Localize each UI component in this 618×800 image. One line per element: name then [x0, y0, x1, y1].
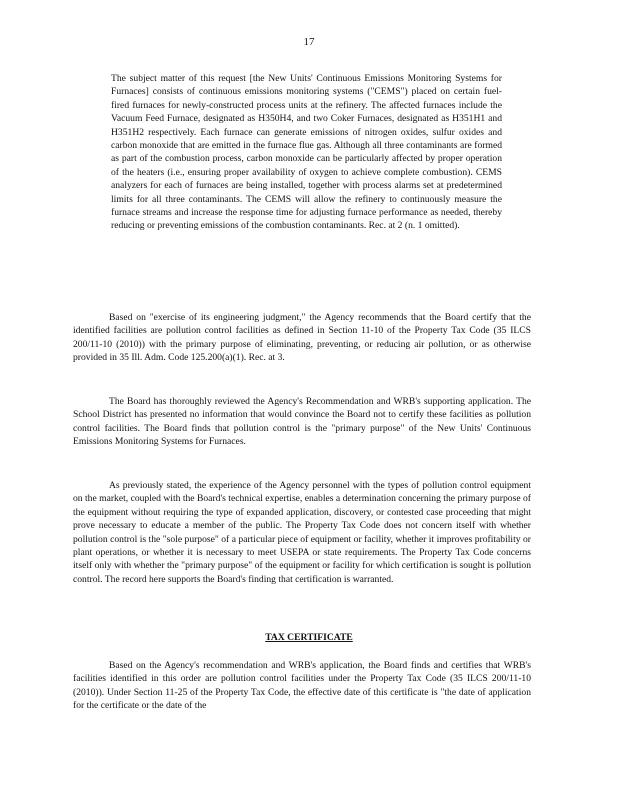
paragraph-text: Based on the Agency's recommendation and WRB's application, the Board finds and certifies that WRB's facilities identified in this order are pollution control facilities under the Property Tax Code (35 ILCS 200/11-10 (2010)). Under Section 11-25 of the Property Tax Code, the effective date of this certificate is "the date of application for the certificate or the date of the	[73, 660, 531, 712]
section-heading	[0, 632, 618, 643]
paragraph-text: Based on "exercise of its engineering judgment," the Agency recommends that the Board certify that the identified facilities are pollution control facilities as defined in Section 11-10 of the Property Tax Code (35 ILCS 200/11-10 (2010)) with the primary purpose of eliminating, preventing, or reducing air pollution, or as otherwise provided in 35 Ill. Adm. Code 125.200(a)(1). Rec. at 3.	[73, 312, 531, 364]
paragraph-agency-experience	[73, 479, 531, 586]
page-number: 17	[303, 36, 315, 48]
paragraph-board-review	[73, 395, 531, 449]
block-quote: The subject matter of this request [the New Units' Continuous Emissions Monitoring Systems for Furnaces] consists of continuous emissions monitoring systems ("CEMS") placed on certain fuel-fired furnaces for newly-constructed process units at the refinery. The affected furnaces include the Vacuum Feed Furnace, designated as H350H4, and two Coker Furnaces, designated as H351H1 and H351H2 respectively. Each furnace can generate emissions of nitrogen oxides, sulfur oxides and carbon monoxide that are emitted in the furnace flue gas. Although all three contaminants are formed as part of the combustion process, carbon monoxide can be particularly affected by proper operation of the heaters (i.e., ensuring proper availability of oxygen to achieve complete combustion). CEMS analyzers for each of furnaces are being installed, together with process alarms set at predetermined limits for all three contaminants. The CEMS will allow the refinery to continuously measure the furnace streams and increase the response time for adjusting furnace performance as needed, thereby reducing or preventing emissions of the combustion contaminants. Rec. at 2 (n. 1 omitted).	[111, 73, 502, 232]
section-heading-text: TAX CERTIFICATE	[265, 632, 353, 643]
paragraph-text: As previously stated, the experience of the Agency personnel with the types of pollution control equipment on the market, coupled with the Board's technical expertise, enables a determination concerning the primary purpose of the equipment without requiring the type of expanded application, discovery, or contested case proceeding that might prove necessary to educate a member of the public. The Property Tax Code does not concern itself with whether pollution control is the "sole purpose" of a particular piece of equipment or facility, whether it improves profitability or plant operations, or whether it is necessary to meet USEPA or state requirements. The Property Tax Code concerns itself only with whether the "primary purpose" of the equipment or facility for which certification is sought is pollution control. The record here supports the Board's finding that certification is warranted.	[73, 480, 531, 585]
paragraph-text: The Board has thoroughly reviewed the Agency's Recommendation and WRB's supporting application. The School District has presented no information that would convince the Board not to certify these facilities as pollution control facilities. The Board finds that pollution control is the "primary purpose" of the New Units' Continuous Emissions Monitoring Systems for Furnaces.	[73, 396, 531, 448]
paragraph-agency-recommendation	[73, 311, 531, 365]
paragraph-certification	[73, 659, 531, 713]
